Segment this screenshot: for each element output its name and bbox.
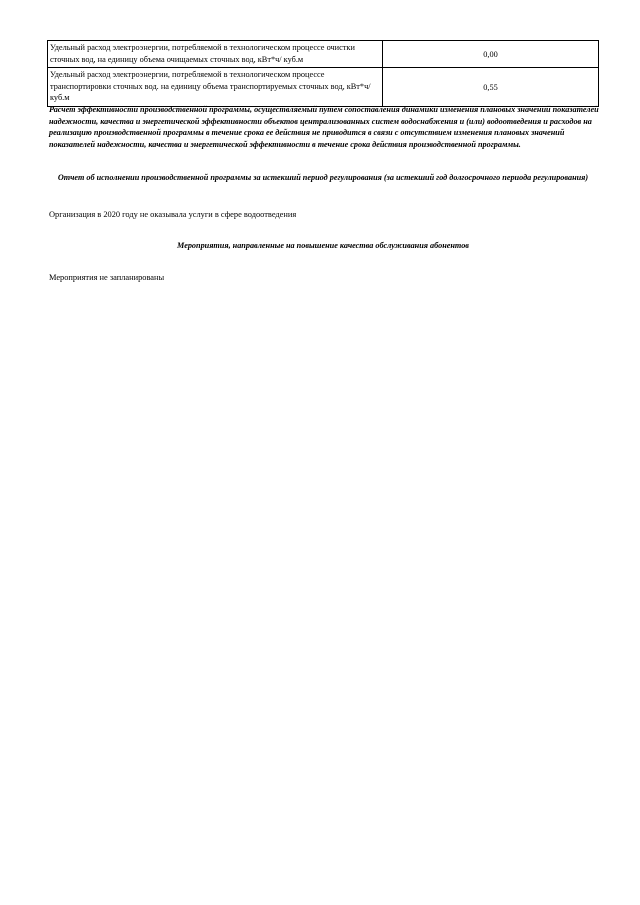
indicator-description: Удельный расход электроэнергии, потребляемой в технологическом процессе транспортировки сточных вод. на единицу объема транспортируемых сточных вод, кВт*ч/ куб.м — [48, 68, 383, 107]
report-heading: Отчет об исполнении производственной программы за истекший период регулирования (за истекший год долгосрочного периода регулирования) — [57, 173, 589, 182]
indicator-value: 0,00 — [383, 41, 599, 68]
organization-note: Организация в 2020 году не оказывала услуги в сфере водоотведения — [49, 210, 297, 219]
measures-note: Мероприятия не запланированы — [49, 273, 165, 282]
table-row — [48, 68, 599, 107]
efficiency-calculation-paragraph: Расчет эффективности производственной программы, осуществляемый путем сопоставления динамики изменения плановых значений показателей надежности, качества и энергетической эффективности объектов централизованных систем водоснабжения и (или) водоотведения и расходов на реализацию производственной программы в течение срока ее действия не приводится в связи с отсутствием изменения плановых значений показателей надежности, качества и энергетической эффективности в течение срока действия производственной программы. — [49, 105, 599, 149]
table-row — [48, 41, 599, 68]
indicator-value: 0,55 — [383, 68, 599, 107]
indicators-table — [47, 40, 599, 107]
indicator-description: Удельный расход электроэнергии, потребляемой в технологическом процессе очистки сточных вод, на единицу объема очищаемых сточных вод, кВт*ч/ куб.м — [48, 41, 383, 68]
measures-heading: Мероприятия, направленные на повышение качества обслуживания абонентов — [177, 241, 469, 250]
